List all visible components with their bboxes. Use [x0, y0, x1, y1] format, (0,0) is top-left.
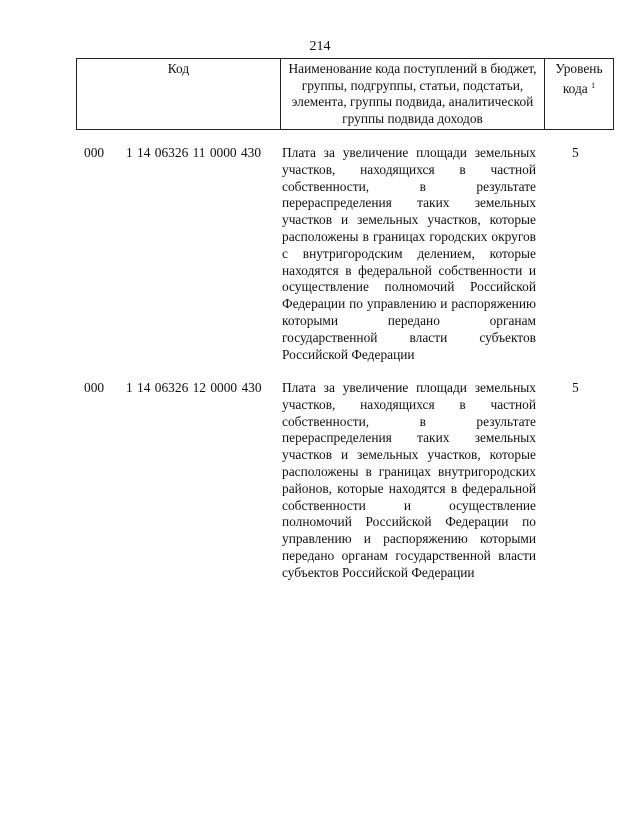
header-level — [545, 59, 614, 130]
admin-code: 000 — [84, 145, 105, 160]
footnote-marker: 1 — [591, 80, 596, 90]
header-name: Наименование кода поступлений в бюджет, группы, подгруппы, статьи, подстатьи, элемента, группы подвида, аналитической группы подвида доходов — [281, 59, 545, 130]
admin-code: 000 — [84, 380, 105, 395]
revenue-code: 1 14 06326 11 0000 430 — [126, 145, 262, 160]
code-level: 5 — [572, 145, 579, 160]
header-level-label: Уровень кода — [555, 61, 603, 96]
revenue-name: Плата за увеличение площади земельных участков, находящихся в частной собственности, в результате перераспределения таких земельных участков и земельных участков, которые расположены в границах городских округов с внутригородским делением, которые находятся в федеральной собственности и осуществление полномочий Российской Федерации по управлению и распоряжению которыми передано органам государственной власти субъектов Российской Федерации — [282, 145, 536, 362]
table-header — [76, 58, 614, 130]
page-number: 214 — [309, 39, 331, 54]
revenue-name: Плата за увеличение площади земельных участков, находящихся в частной собственности, в результате перераспределения таких земельных участков и земельных участков, которые расположены в границах внутригородских районов, которые находятся в федеральной собственности и осуществление полномочий Российской Федерации по управлению и распоряжению которыми передано органам государственной власти субъектов Российской Федерации — [282, 380, 536, 580]
header-code: Код — [77, 59, 281, 130]
revenue-code: 1 14 06326 12 0000 430 — [126, 380, 262, 395]
code-level: 5 — [572, 380, 579, 395]
